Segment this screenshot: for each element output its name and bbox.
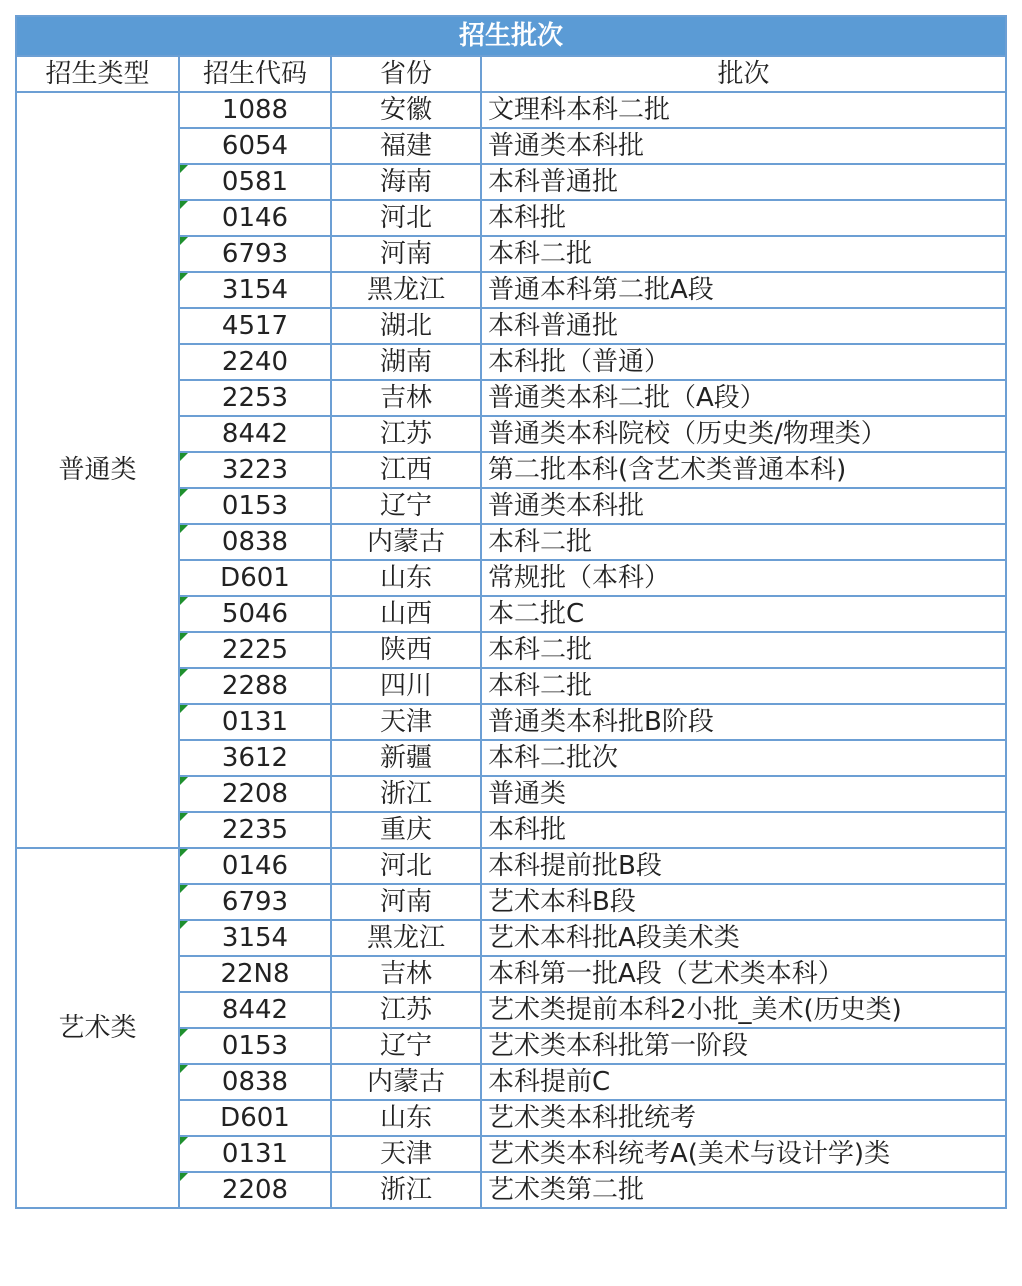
province-cell: 内蒙古 — [331, 1064, 481, 1100]
admission-code-cell — [179, 1064, 331, 1100]
admission-code-text: 5046 — [221, 599, 289, 629]
admission-code-text: 2208 — [221, 779, 289, 809]
admission-code-text: 0581 — [221, 167, 289, 197]
cell-indicator-icon — [180, 237, 188, 245]
admission-code-cell — [179, 632, 331, 668]
province-cell: 山东 — [331, 1100, 481, 1136]
admission-code-text: 0131 — [221, 1139, 289, 1169]
batch-cell: 普通本科第二批A段 — [481, 272, 1006, 308]
admission-code-cell — [179, 920, 331, 956]
batch-cell: 艺术类本科统考A(美术与设计学)类 — [481, 1136, 1006, 1172]
province-cell: 江苏 — [331, 992, 481, 1028]
title-row — [16, 16, 1006, 56]
batch-cell: 本科二批 — [481, 524, 1006, 560]
province-cell: 辽宁 — [331, 1028, 481, 1064]
province-cell: 黑龙江 — [331, 272, 481, 308]
province-cell: 吉林 — [331, 380, 481, 416]
admission-code-text: 0153 — [221, 491, 289, 521]
batch-cell: 本科提前批B段 — [481, 848, 1006, 884]
admission-code-cell — [179, 92, 331, 128]
cell-indicator-icon — [180, 849, 188, 857]
batch-cell: 本科普通批 — [481, 308, 1006, 344]
admission-code-cell — [179, 236, 331, 272]
admission-code-text: D601 — [220, 563, 290, 593]
batch-cell: 本科二批次 — [481, 740, 1006, 776]
header-type: 招生类型 — [16, 56, 179, 92]
admission-code-text: 0838 — [221, 527, 289, 557]
admission-code-text: 6793 — [221, 887, 289, 917]
province-cell: 四川 — [331, 668, 481, 704]
batch-cell: 本科批 — [481, 812, 1006, 848]
batch-cell: 艺术本科批A段美术类 — [481, 920, 1006, 956]
admission-code-cell — [179, 524, 331, 560]
admission-type-cell: 普通类 — [16, 92, 179, 848]
admission-code-text: 3154 — [221, 923, 289, 953]
batch-cell: 艺术类第二批 — [481, 1172, 1006, 1208]
admission-code-cell — [179, 596, 331, 632]
admission-code-text: 1088 — [221, 95, 289, 125]
admission-code-cell — [179, 776, 331, 812]
admission-code-cell — [179, 740, 331, 776]
batch-cell: 普通类本科批 — [481, 128, 1006, 164]
cell-indicator-icon — [180, 885, 188, 893]
admission-code-cell — [179, 200, 331, 236]
province-cell: 湖北 — [331, 308, 481, 344]
table-row — [16, 848, 1006, 884]
province-cell: 河北 — [331, 848, 481, 884]
province-cell: 黑龙江 — [331, 920, 481, 956]
admission-code-cell — [179, 452, 331, 488]
table-row — [16, 92, 1006, 128]
batch-cell: 普通类 — [481, 776, 1006, 812]
admission-code-text: 3223 — [221, 455, 289, 485]
admission-code-text: 8442 — [221, 995, 289, 1025]
admission-code-text: 2225 — [221, 635, 289, 665]
cell-indicator-icon — [180, 525, 188, 533]
admission-code-text: 0838 — [221, 1067, 289, 1097]
cell-indicator-icon — [180, 1173, 188, 1181]
batch-cell: 艺术类本科批统考 — [481, 1100, 1006, 1136]
admission-code-text: 0146 — [221, 203, 289, 233]
cell-indicator-icon — [180, 669, 188, 677]
admission-code-text: D601 — [220, 1103, 290, 1133]
batch-cell: 艺术类本科批第一阶段 — [481, 1028, 1006, 1064]
province-cell: 新疆 — [331, 740, 481, 776]
admission-code-text: 2240 — [221, 347, 289, 377]
batch-cell: 本科批 — [481, 200, 1006, 236]
cell-indicator-icon — [180, 165, 188, 173]
header-code: 招生代码 — [179, 56, 331, 92]
header-province: 省份 — [331, 56, 481, 92]
admission-code-cell — [179, 884, 331, 920]
admission-code-cell — [179, 1028, 331, 1064]
admission-code-text: 0131 — [221, 707, 289, 737]
batch-cell: 艺术类提前本科2小批_美术(历史类) — [481, 992, 1006, 1028]
admission-code-text: 2253 — [221, 383, 289, 413]
batch-cell: 本科批（普通） — [481, 344, 1006, 380]
admission-code-text: 4517 — [221, 311, 289, 341]
admission-code-text: 22N8 — [220, 959, 290, 989]
admission-code-text: 6793 — [221, 239, 289, 269]
batch-cell: 普通类本科批B阶段 — [481, 704, 1006, 740]
admission-code-text: 2208 — [221, 1175, 289, 1205]
admission-code-text: 3154 — [221, 275, 289, 305]
batch-cell: 本科二批 — [481, 632, 1006, 668]
batch-cell: 常规批（本科） — [481, 560, 1006, 596]
province-cell: 江西 — [331, 452, 481, 488]
province-cell: 山西 — [331, 596, 481, 632]
admission-code-text: 6054 — [221, 131, 289, 161]
cell-indicator-icon — [180, 777, 188, 785]
cell-indicator-icon — [180, 1137, 188, 1145]
province-cell: 河南 — [331, 884, 481, 920]
cell-indicator-icon — [180, 705, 188, 713]
cell-indicator-icon — [180, 273, 188, 281]
admission-code-text: 3612 — [221, 743, 289, 773]
batch-cell: 本科二批 — [481, 236, 1006, 272]
batch-cell: 普通类本科院校（历史类/物理类） — [481, 416, 1006, 452]
admission-code-cell — [179, 992, 331, 1028]
province-cell: 江苏 — [331, 416, 481, 452]
admission-code-cell — [179, 344, 331, 380]
table-title: 招生批次 — [16, 16, 1006, 56]
admission-code-cell — [179, 704, 331, 740]
province-cell: 湖南 — [331, 344, 481, 380]
cell-indicator-icon — [180, 597, 188, 605]
admission-code-text: 8442 — [221, 419, 289, 449]
admission-code-cell — [179, 1136, 331, 1172]
batch-cell: 第二批本科(含艺术类普通本科) — [481, 452, 1006, 488]
cell-indicator-icon — [180, 489, 188, 497]
province-cell: 重庆 — [331, 812, 481, 848]
header-batch: 批次 — [481, 56, 1006, 92]
cell-indicator-icon — [180, 1029, 188, 1037]
admission-type-cell: 艺术类 — [16, 848, 179, 1208]
admission-code-cell — [179, 1100, 331, 1136]
batch-cell: 艺术本科B段 — [481, 884, 1006, 920]
admission-code-cell — [179, 668, 331, 704]
cell-indicator-icon — [180, 813, 188, 821]
admission-code-cell — [179, 272, 331, 308]
admission-code-cell — [179, 488, 331, 524]
province-cell: 天津 — [331, 1136, 481, 1172]
admission-code-text: 0153 — [221, 1031, 289, 1061]
admission-code-text: 0146 — [221, 851, 289, 881]
admission-batch-table — [15, 15, 1007, 1209]
province-cell: 河南 — [331, 236, 481, 272]
cell-indicator-icon — [180, 921, 188, 929]
admission-code-text: 2288 — [221, 671, 289, 701]
province-cell: 海南 — [331, 164, 481, 200]
batch-cell: 本科二批 — [481, 668, 1006, 704]
province-cell: 陕西 — [331, 632, 481, 668]
cell-indicator-icon — [180, 1065, 188, 1073]
admission-code-cell — [179, 1172, 331, 1208]
batch-cell: 本二批C — [481, 596, 1006, 632]
admission-code-cell — [179, 308, 331, 344]
batch-cell: 本科第一批A段（艺术类本科） — [481, 956, 1006, 992]
province-cell: 浙江 — [331, 776, 481, 812]
province-cell: 吉林 — [331, 956, 481, 992]
admission-code-cell — [179, 380, 331, 416]
province-cell: 辽宁 — [331, 488, 481, 524]
province-cell: 山东 — [331, 560, 481, 596]
province-cell: 内蒙古 — [331, 524, 481, 560]
province-cell: 浙江 — [331, 1172, 481, 1208]
admission-code-text: 2235 — [221, 815, 289, 845]
admission-code-cell — [179, 560, 331, 596]
admission-code-cell — [179, 128, 331, 164]
admission-code-cell — [179, 956, 331, 992]
cell-indicator-icon — [180, 201, 188, 209]
batch-cell: 普通类本科批 — [481, 488, 1006, 524]
province-cell: 福建 — [331, 128, 481, 164]
header-row — [16, 56, 1006, 92]
admission-code-cell — [179, 164, 331, 200]
batch-cell: 普通类本科二批（A段） — [481, 380, 1006, 416]
province-cell: 河北 — [331, 200, 481, 236]
cell-indicator-icon — [180, 633, 188, 641]
admission-code-cell — [179, 416, 331, 452]
batch-cell: 本科提前C — [481, 1064, 1006, 1100]
admission-batch-sheet — [15, 15, 1005, 1209]
admission-code-cell — [179, 848, 331, 884]
batch-cell: 文理科本科二批 — [481, 92, 1006, 128]
province-cell: 安徽 — [331, 92, 481, 128]
batch-cell: 本科普通批 — [481, 164, 1006, 200]
cell-indicator-icon — [180, 453, 188, 461]
province-cell: 天津 — [331, 704, 481, 740]
admission-code-cell — [179, 812, 331, 848]
